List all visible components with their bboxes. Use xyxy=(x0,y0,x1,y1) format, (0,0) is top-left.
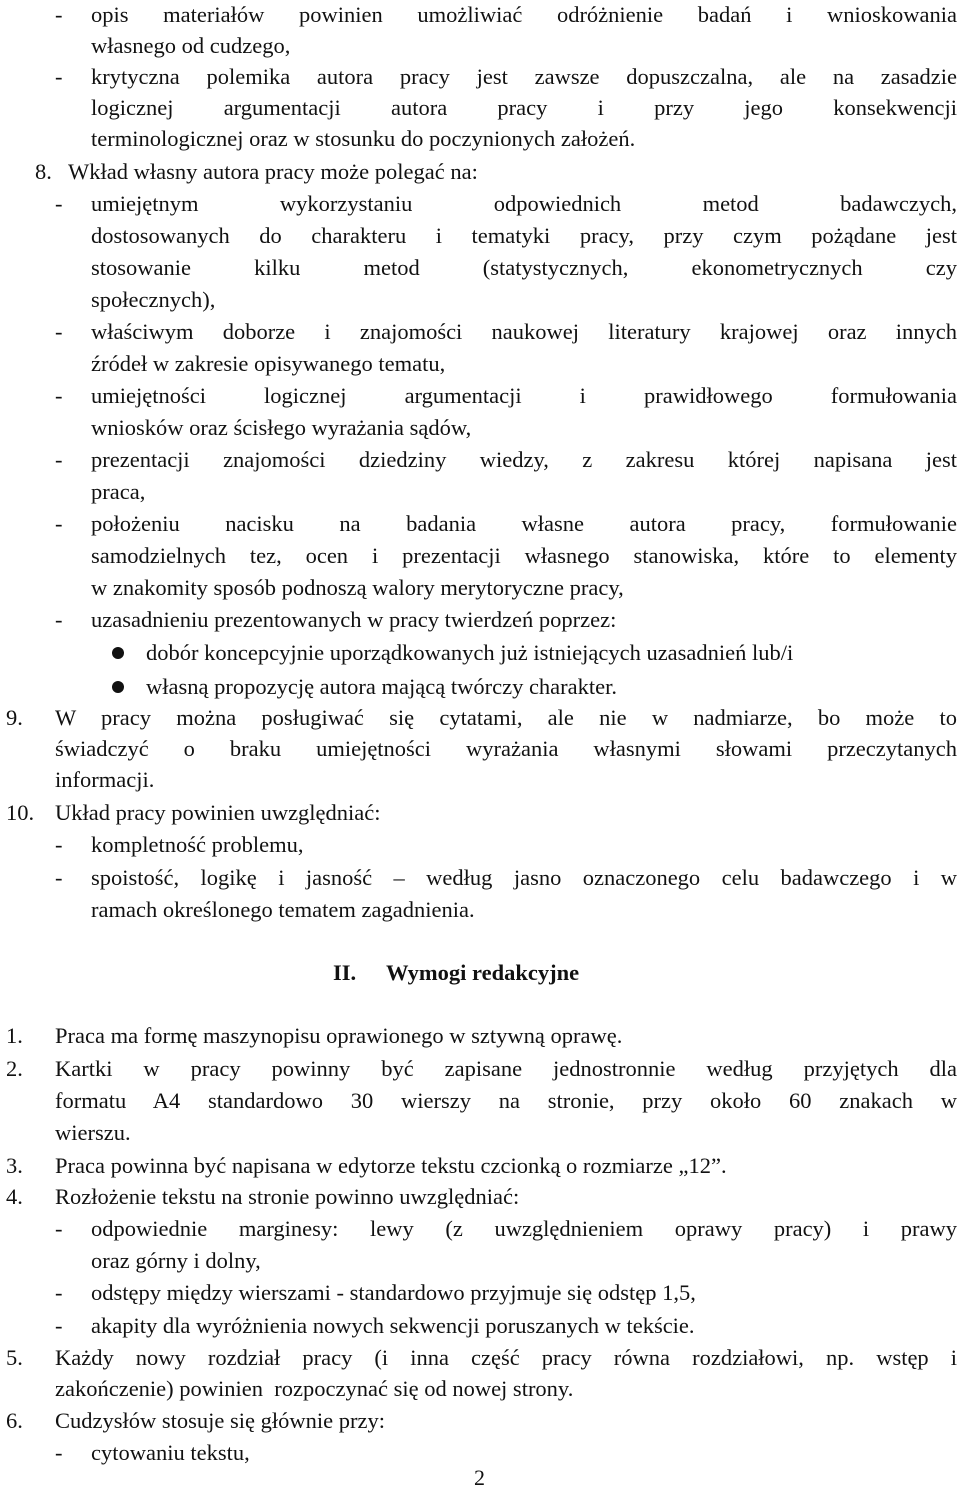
dash-marker: - xyxy=(55,511,63,536)
list-item-text: opis materiałów powinien umożliwiać odróżnienie badań i wnioskowania xyxy=(91,2,957,27)
dash-marker: - xyxy=(55,447,63,472)
chapter-number: II. xyxy=(333,960,357,985)
list-item-text: akapity dla wyróżnienia nowych sekwencji poruszanych w tekście. xyxy=(91,1313,695,1338)
paragraph-text: informacji. xyxy=(55,767,155,792)
item-text: formatu A4 standardowo 30 wierszy na stronie, przy około 60 znakach w xyxy=(55,1088,957,1113)
list-item-text: terminologicznej oraz w stosunku do poczynionych założeń. xyxy=(91,126,636,151)
section-heading: Wkład własny autora pracy może polegać na: xyxy=(68,159,478,184)
list-item-text: umiejętności logicznej argumentacji i prawidłowego formułowania xyxy=(91,383,957,408)
list-item-text: praca, xyxy=(91,479,146,504)
page-number: 2 xyxy=(474,1465,485,1490)
item-number: 5. xyxy=(6,1345,23,1370)
section-number: 10. xyxy=(6,800,35,825)
bullet-item-text: własną propozycję autora mającą twórczy charakter. xyxy=(146,674,618,699)
item-text: Praca powinna być napisana w edytorze tekstu czcionką o rozmiarze „12”. xyxy=(55,1153,727,1178)
paragraph-text: W pracy można posługiwać się cytatami, ale nie w nadmiarze, bo może to xyxy=(55,705,957,730)
bullet-icon xyxy=(112,681,124,693)
bullet-icon xyxy=(112,647,124,659)
section-number: 8. xyxy=(35,159,52,184)
list-item-text: spoistość, logikę i jasność – według jasno oznaczonego celu badawczego i w xyxy=(91,865,957,890)
dash-marker: - xyxy=(55,319,63,344)
list-item-text: uzasadnieniu prezentowanych w pracy twierdzeń poprzez: xyxy=(91,607,617,632)
list-item-text: odpowiednie marginesy: lewy (z uwzględnieniem oprawy pracy) i prawy xyxy=(91,1216,957,1241)
list-item-text: prezentacji znajomości dziedziny wiedzy, z zakresu której napisana jest xyxy=(91,447,957,472)
dash-marker: - xyxy=(55,832,63,857)
list-item-text: umiejętnym wykorzystaniu odpowiednich metod badawczych, xyxy=(91,191,957,216)
list-item-text: społecznych), xyxy=(91,287,216,312)
bullet-item-text: dobór koncepcyjnie uporządkowanych już istniejących uzasadnień lub/i xyxy=(146,640,794,665)
dash-marker: - xyxy=(55,607,63,632)
list-item-text: logicznej argumentacji autora pracy i przy jego konsekwencji xyxy=(91,95,957,120)
dash-marker: - xyxy=(55,865,63,890)
item-text: zakończenie) powinien rozpoczynać się od nowej strony. xyxy=(55,1376,574,1401)
list-item-text: oraz górny i dolny, xyxy=(91,1248,261,1273)
list-item-text: położeniu nacisku na badania własne autora pracy, formułowanie xyxy=(91,511,957,536)
dash-marker: - xyxy=(55,64,63,89)
chapter-title: Wymogi redakcyjne xyxy=(386,960,580,985)
list-item-text: właściwym doborze i znajomości naukowej literatury krajowej oraz innych xyxy=(91,319,957,344)
dash-marker: - xyxy=(55,191,63,216)
item-number: 4. xyxy=(6,1184,23,1209)
list-item-text: własnego od cudzego, xyxy=(91,33,291,58)
section-heading: Układ pracy powinien uwzględniać: xyxy=(55,800,381,825)
list-item-text: ramach określonego tematem zagadnienia. xyxy=(91,897,475,922)
item-text: Cudzysłów stosuje się głównie przy: xyxy=(55,1408,385,1433)
section-number: 9. xyxy=(6,705,23,730)
list-item-text: źródeł w zakresie opisywanego tematu, xyxy=(91,351,446,376)
item-text: Każdy nowy rozdział pracy (i inna część pracy równa rozdziałowi, np. wstęp i xyxy=(55,1345,957,1370)
item-text: wierszu. xyxy=(55,1120,131,1145)
dash-marker: - xyxy=(55,1313,63,1338)
list-item-text: wniosków oraz ścisłego wyrażania sądów, xyxy=(91,415,472,440)
item-text: Rozłożenie tekstu na stronie powinno uwzględniać: xyxy=(55,1184,520,1209)
list-item-text: kompletność problemu, xyxy=(91,832,304,857)
item-text: Kartki w pracy powinny być zapisane jednostronnie według przyjętych dla xyxy=(55,1056,957,1081)
list-item-text: cytowaniu tekstu, xyxy=(91,1440,250,1465)
list-item-text: stosowanie kilku metod (statystycznych, ekonometrycznych czy xyxy=(91,255,957,280)
dash-marker: - xyxy=(55,2,63,27)
list-item-text: odstępy między wierszami - standardowo przyjmuje się odstęp 1,5, xyxy=(91,1280,696,1305)
item-text: Praca ma formę maszynopisu oprawionego w sztywną oprawę. xyxy=(55,1023,623,1048)
list-item-text: krytyczna polemika autora pracy jest zawsze dopuszczalna, ale na zasadzie xyxy=(91,64,957,89)
list-item-text: dostosowanych do charakteru i tematyki pracy, przy czym pożądane jest xyxy=(91,223,957,248)
dash-marker: - xyxy=(55,1216,63,1241)
item-number: 6. xyxy=(6,1408,23,1433)
dash-marker: - xyxy=(55,1280,63,1305)
list-item-text: w znakomity sposób podnoszą walory merytoryczne pracy, xyxy=(91,575,624,600)
item-number: 3. xyxy=(6,1153,23,1178)
list-item-text: samodzielnych tez, ocen i prezentacji własnego stanowiska, które to elementy xyxy=(91,543,957,568)
dash-marker: - xyxy=(55,1440,63,1465)
item-number: 2. xyxy=(6,1056,23,1081)
item-number: 1. xyxy=(6,1023,23,1048)
dash-marker: - xyxy=(55,383,63,408)
paragraph-text: świadczyć o braku umiejętności wyrażania własnymi słowami przeczytanych xyxy=(55,736,957,761)
